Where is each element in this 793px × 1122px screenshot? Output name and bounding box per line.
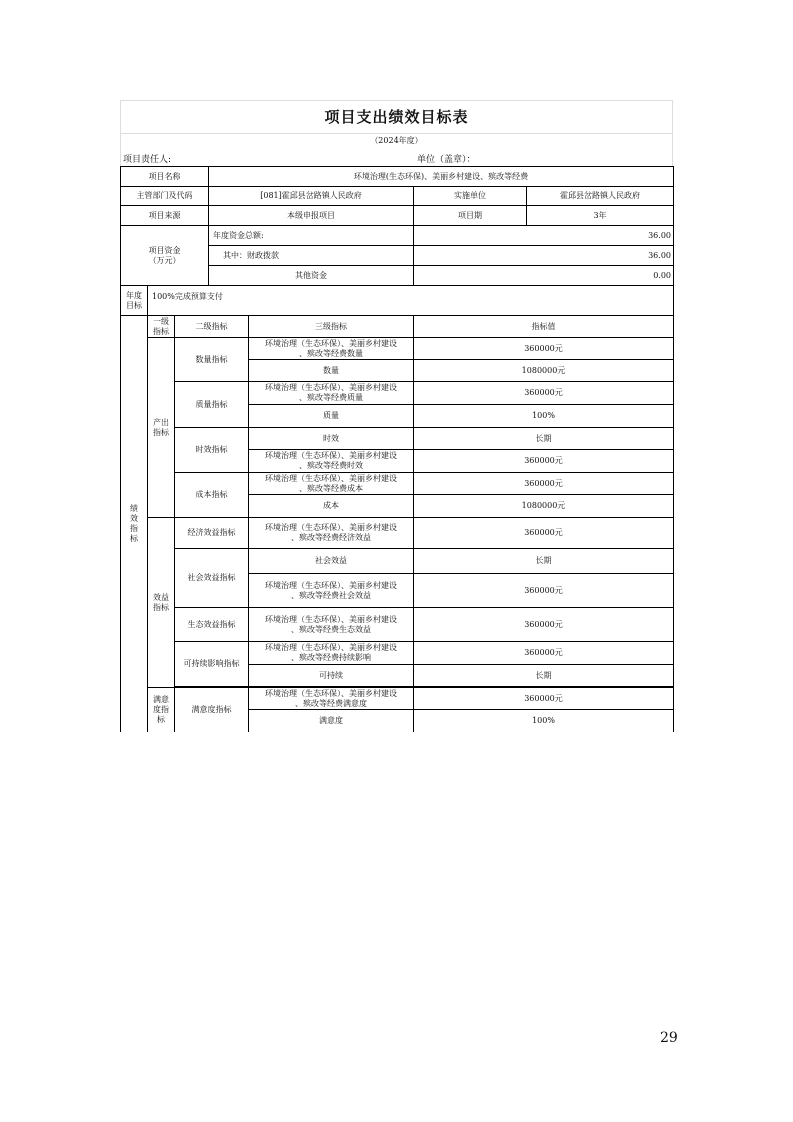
level3-cell: 环境治理（生态环保）、美丽乡村建设 、殡改等经费持续影响 xyxy=(249,642,414,665)
value-cell: 360000元 xyxy=(414,473,674,495)
value-cell: 360000元 xyxy=(414,518,674,549)
table-row xyxy=(121,382,674,405)
level3-cell: 环境治理（生态环保）、美丽乡村建设 、殡改等经费经济效益 xyxy=(249,518,414,549)
table-row xyxy=(121,549,674,574)
level2-social: 社会效益指标 xyxy=(175,549,249,608)
source-row xyxy=(121,206,674,226)
annual-goal-row xyxy=(121,286,674,316)
header-level2: 二级指标 xyxy=(175,316,249,338)
value-cell: 360000元 xyxy=(414,574,674,608)
page-number: 29 xyxy=(660,1030,678,1046)
fund-fiscal-value: 36.00 xyxy=(414,246,674,266)
header-level1: 一级 指标 xyxy=(148,316,175,338)
level3-cell: 环境治理（生态环保）、美丽乡村建设 、殡改等经费满意度 xyxy=(249,688,414,710)
level3-cell: 时效 xyxy=(249,428,414,450)
fund-total-label: 年度资金总额: xyxy=(209,226,414,246)
project-period-label: 项目期 xyxy=(414,206,527,226)
value-cell: 360000元 xyxy=(414,338,674,360)
annual-goal-label: 年度 目标 xyxy=(121,286,148,316)
value-cell: 1080000元 xyxy=(414,360,674,382)
responsible-label: 项目责任人: xyxy=(123,155,172,165)
implementing-unit-label: 实施单位 xyxy=(414,187,527,206)
project-name-label: 项目名称 xyxy=(121,167,209,187)
value-cell: 长期 xyxy=(414,549,674,574)
level2-sustainable: 可持续影响指标 xyxy=(175,642,249,687)
page-title: 项目支出绩效目标表 xyxy=(120,100,673,133)
table-row xyxy=(121,688,674,710)
table-row xyxy=(121,428,674,450)
indicator-header-row xyxy=(121,316,674,338)
level3-cell: 环境治理（生态环保）、美丽乡村建设 、殡改等经费社会效益 xyxy=(249,574,414,608)
level2-economic: 经济效益指标 xyxy=(175,518,249,549)
department-value: [081]霍邱县岔路镇人民政府 xyxy=(209,187,414,206)
value-cell: 360000元 xyxy=(414,608,674,642)
level3-cell: 成本 xyxy=(249,495,414,518)
level2-ecological: 生态效益指标 xyxy=(175,608,249,642)
level3-cell: 质量 xyxy=(249,405,414,428)
indicator-table xyxy=(120,315,674,732)
info-table xyxy=(120,166,674,286)
level3-cell: 环境治理（生态环保）、美丽乡村建设 、殡改等经费质量 xyxy=(249,382,414,405)
value-cell: 360000元 xyxy=(414,642,674,665)
year-label: （2024年度） xyxy=(120,133,673,148)
fund-other-value: 0.00 xyxy=(414,266,674,286)
level2-quantity: 数量指标 xyxy=(175,338,249,382)
value-cell: 100% xyxy=(414,405,674,428)
level3-cell: 环境治理（生态环保）、美丽乡村建设 、殡改等经费数量 xyxy=(249,338,414,360)
table-row xyxy=(121,608,674,642)
level2-timeliness: 时效指标 xyxy=(175,428,249,473)
goal-table xyxy=(120,285,674,316)
level3-cell: 满意度 xyxy=(249,710,414,732)
level3-cell: 环境治理（生态环保）、美丽乡村建设 、殡改等经费生态效益 xyxy=(249,608,414,642)
project-name-value: 环境治理(生态环保)、美丽乡村建设、殡改等经费 xyxy=(209,167,674,187)
performance-indicator-label: 绩 效 指 标 xyxy=(121,316,148,732)
fund-fiscal-label: 其中：财政拨款 xyxy=(209,246,414,266)
fund-total-value: 36.00 xyxy=(414,226,674,246)
header-level3: 三级指标 xyxy=(249,316,414,338)
responsible-row xyxy=(120,148,673,166)
level1-output: 产出 指标 xyxy=(148,338,175,518)
fund-total-row xyxy=(121,226,674,246)
annual-goal-value: 100%完成预算支付 xyxy=(148,286,674,316)
performance-target-sheet xyxy=(120,100,673,732)
project-source-label: 项目来源 xyxy=(121,206,209,226)
level2-quality: 质量指标 xyxy=(175,382,249,428)
level3-cell: 环境治理（生态环保）、美丽乡村建设 、殡改等经费成本 xyxy=(249,473,414,495)
table-row xyxy=(121,518,674,549)
department-row xyxy=(121,187,674,206)
level2-satisfaction: 满意度指标 xyxy=(175,688,249,732)
value-cell: 1080000元 xyxy=(414,495,674,518)
project-source-value: 本级申报项目 xyxy=(209,206,414,226)
level3-cell: 数量 xyxy=(249,360,414,382)
implementing-unit-value: 霍邱县岔路镇人民政府 xyxy=(527,187,674,206)
level1-benefit: 效益 指标 xyxy=(148,518,175,688)
value-cell: 360000元 xyxy=(414,688,674,710)
level3-cell: 社会效益 xyxy=(249,549,414,574)
project-name-row xyxy=(121,167,674,187)
header-value: 指标值 xyxy=(414,316,674,338)
level2-cost: 成本指标 xyxy=(175,473,249,518)
level1-satisfaction: 满意 度指 标 xyxy=(148,688,175,732)
table-row xyxy=(121,473,674,495)
department-label: 主管部门及代码 xyxy=(121,187,209,206)
table-row xyxy=(121,642,674,665)
level3-cell: 环境治理（生态环保）、美丽乡村建设 、殡改等经费时效 xyxy=(249,450,414,473)
value-cell: 100% xyxy=(414,710,674,732)
project-period-value: 3年 xyxy=(527,206,674,226)
value-cell: 360000元 xyxy=(414,450,674,473)
value-cell: 360000元 xyxy=(414,382,674,405)
level3-cell: 可持续 xyxy=(249,665,414,687)
fund-other-label: 其他资金 xyxy=(209,266,414,286)
project-funds-label: 项目资金 （万元） xyxy=(121,226,209,286)
value-cell: 长期 xyxy=(414,665,674,687)
table-row xyxy=(121,338,674,360)
value-cell: 长期 xyxy=(414,428,674,450)
unit-seal-label: 单位（盖章）： xyxy=(417,155,476,165)
